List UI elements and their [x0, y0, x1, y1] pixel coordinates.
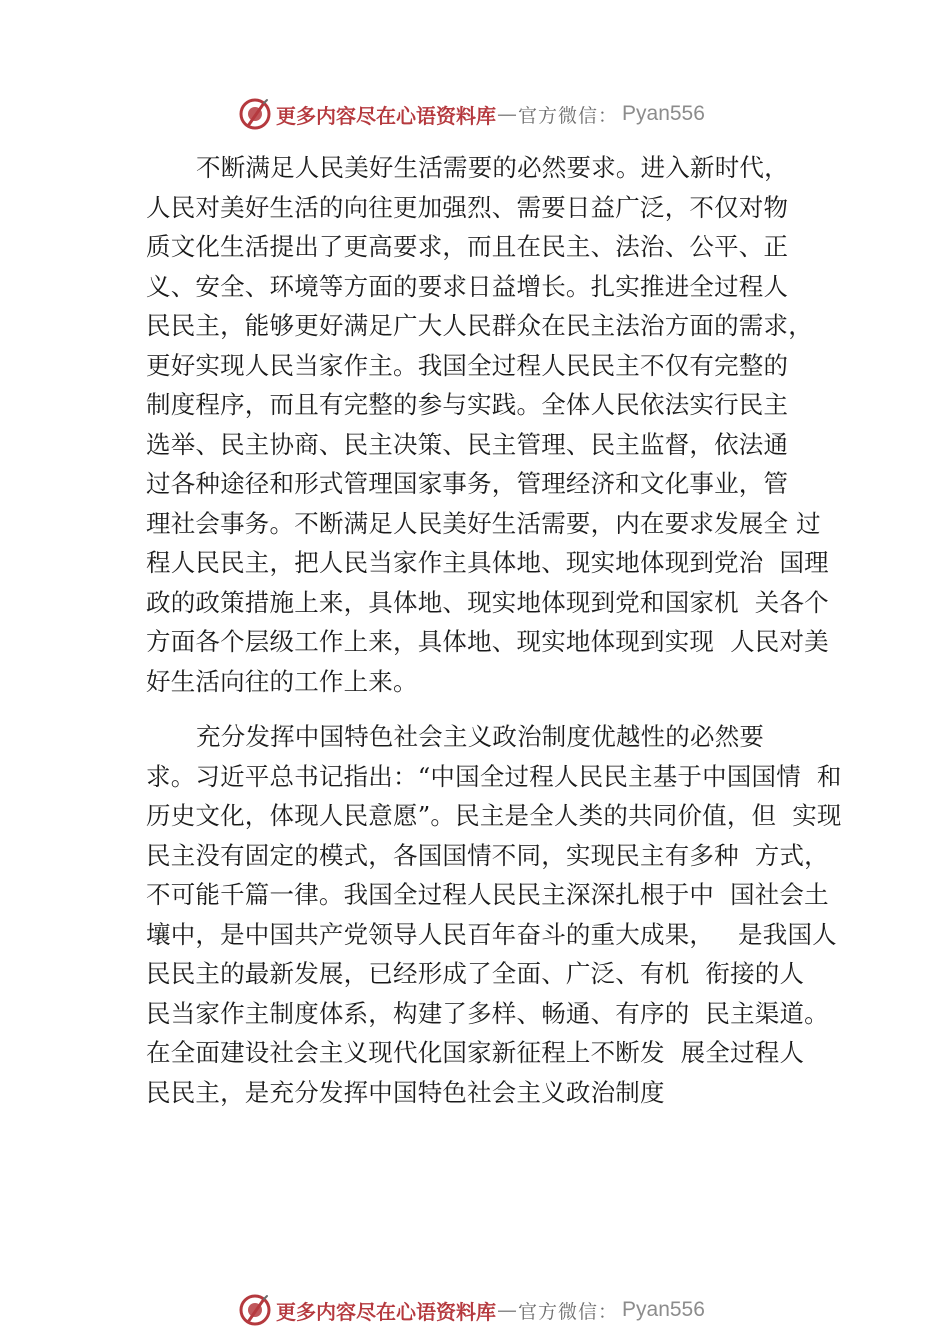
text-line: 壤中，是中国共产党领导人民百年奋斗的重大成果， 是我国人 — [146, 919, 837, 949]
text-line: 方面各个层级工作上来，具体地、现实地体现到实现 人民对美 — [146, 627, 829, 656]
text-line: 民民主，能够更好满足广大人民群众在民主法治方面的需求， — [146, 311, 813, 340]
text-line: 理社会事务。不断满足人民美好生活需要，内在要求发展全 过 — [146, 508, 821, 538]
text-line: 选举、民主协商、民主决策、民主管理、民主监督，依法通 — [146, 429, 789, 459]
footer-banner — [238, 1292, 705, 1328]
header-dash: — — [497, 102, 517, 126]
brand-logo-icon — [238, 1293, 272, 1327]
paragraph-1 — [146, 148, 836, 701]
text-line: 不可能千篇一律。我国全过程人民民主深深扎根于中 国社会土 — [146, 880, 829, 909]
text-line: 求。习近平总书记指出：“中国全过程人民民主基于中国国情 和 — [146, 761, 842, 791]
paragraph-2 — [146, 717, 842, 1112]
text-line: 充分发挥中国特色社会主义政治制度优越性的必然要 — [196, 722, 765, 751]
text-line: 过各种途径和形式管理国家事务，管理经济和文化事业，管 — [146, 469, 789, 498]
header-banner — [238, 96, 705, 132]
text-line: 不断满足人民美好生活需要的必然要求。进入新时代， — [196, 153, 789, 182]
text-line: 更好实现人民当家作主。我国全过程人民民主不仅有完整的 — [146, 350, 789, 380]
text-line: 制度程序，而且有完整的参与实践。全体人民依法实行民主 — [146, 390, 789, 419]
text-line: 民民主，是充分发挥中国特色社会主义政治制度 — [146, 1077, 665, 1107]
text-line: 质文化生活提出了更高要求，而且在民主、法治、公平、正 — [146, 232, 789, 261]
text-line: 程人民民主，把人民当家作主具体地、现实地体现到党治 国理 — [146, 548, 829, 577]
footer-wechat-label: 官方微信： — [518, 1300, 619, 1323]
text-line: 在全面建设社会主义现代化国家新征程上不断发 展全过程人 — [146, 1038, 805, 1067]
text-line: 好生活向往的工作上来。 — [146, 666, 418, 696]
header-wechat-label: 官方微信： — [518, 104, 619, 127]
text-line: 民主没有固定的模式，各国国情不同，实现民主有多种 方式， — [146, 840, 829, 870]
paragraph-gap — [146, 701, 836, 717]
footer-wechat-id: Pyan556 — [622, 1298, 705, 1321]
brand-logo-icon — [238, 97, 272, 131]
text-line: 政的政策措施上来，具体地、现实地体现到党和国家机 关各个 — [146, 587, 829, 617]
text-line: 人民对美好生活的向往更加强烈、需要日益广泛，不仅对物 — [146, 192, 789, 222]
header-brand-text: 更多内容尽在心语资料库 — [276, 103, 496, 128]
footer-dash: — — [497, 1298, 517, 1322]
footer-brand-text: 更多内容尽在心语资料库 — [276, 1299, 496, 1324]
document-body — [146, 148, 842, 1112]
text-line: 历史文化，体现人民意愿”。民主是全人类的共同价值，但 实现 — [146, 801, 842, 830]
text-line: 民民主的最新发展，已经形成了全面、广泛、有机 衔接的人 — [146, 959, 805, 988]
text-line: 民当家作主制度体系，构建了多样、畅通、有序的 民主渠道。 — [146, 998, 829, 1028]
text-line: 义、安全、环境等方面的要求日益增长。扎实推进全过程人 — [146, 271, 789, 301]
header-wechat-id: Pyan556 — [622, 102, 705, 125]
